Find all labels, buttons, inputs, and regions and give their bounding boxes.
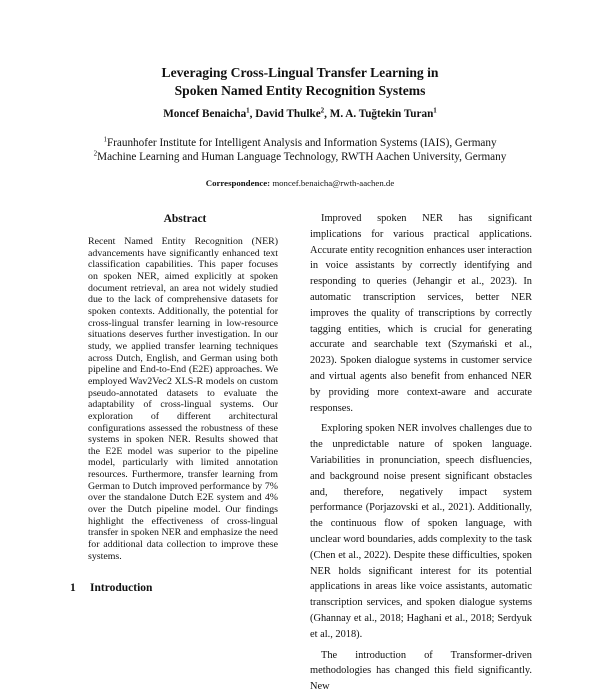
abstract-body [88, 236, 278, 562]
affiliation [0, 137, 600, 149]
correspondence-label: Correspondence: [205, 178, 271, 188]
author-name: David Thulke [255, 108, 321, 120]
paper-title-line-1: Leveraging Cross-Lingual Transfer Learning in [161, 65, 439, 80]
affiliation-text: Machine Learning and Human Language Technology, RWTH Aachen University, Germany [97, 151, 507, 163]
right-column [310, 211, 532, 700]
affiliation-mark: 2 [93, 149, 98, 158]
affiliation [0, 151, 600, 163]
abstract-heading: Abstract [163, 213, 207, 225]
paragraph: Exploring spoken NER involves challenges due to the unpredictable nature of spoken language. Variabilities in pronunciation, speech disfluencies, and background noise present significant obstacles and, therefore, negatively impact system performance (Porjazovski et al., 2021). Additionally, the continuous flow of spoken language, with unclear word boundaries, adds complexity to the task (Chen et al., 2022). Despite these difficulties, spoken NER holds significant interest for its potential applications in areas like voice assistants, automatic transcription services, and spoken dialogue systems (Ghannay et al., 2018; Haghani et al., 2018; Serdyuk et al., 2018). [310, 423, 532, 640]
author-affiliation-mark: 1 [246, 106, 250, 115]
correspondence [0, 178, 600, 188]
paper-title-line-2: Spoken Named Entity Recognition Systems [174, 83, 426, 98]
paragraph: The introduction of Transformer-driven methodologies has changed this field significantly. New [310, 649, 532, 693]
correspondence-email[interactable]: moncef.benaicha@rwth-aachen.de [272, 178, 395, 188]
author-affiliation-mark: 1 [433, 106, 437, 115]
section-heading-introduction [70, 582, 152, 594]
author-name: Moncef Benaicha [163, 108, 247, 120]
affiliation-text: Fraunhofer Institute for Intelligent Analysis and Information Systems (IAIS), Germany [106, 137, 497, 149]
author-affiliation-mark: 2 [320, 106, 325, 115]
paragraph: Improved spoken NER has significant implications for various practical applications. Accurate entity recognition enhances user interaction in voice assistants by correctly identifying and responding to queries (Jehangir et al., 2023). In automatic transcription services, better NER improves the quality of transcriptions by correctly tagging entities, which is crucial for generating accurate and searchable text (Szymański et al., 2023). Spoken dialogue systems in customer service and virtual agents also benefit from enhanced NER by providing more context-aware and accurate responses. [310, 213, 532, 414]
section-title: Introduction [90, 582, 153, 594]
author-list: Moncef Benaicha$^1$, David Thulke$^2$, M. A. Tuğtekin Turan$^1$ [163, 106, 437, 120]
abstract-text: Recent Named Entity Recognition (NER) advancements have significantly enhanced text classification capabilities. This paper focuses on spoken NER, aimed explicitly at spoken document retrieval, an area not widely studied due to the lack of comprehensive datasets for spoken contexts. Additionally, the potential for cross-lingual transfer learning in low-resource situations deserves further investigation. In our study, we applied transfer learning techniques across Dutch, English, and German using both pipeline and End-to-End (E2E) approaches. We employed Wav2Vec2 XLS-R models on custom pseudo-annotated datasets to evaluate the adaptability of cross-lingual systems. Our exploration of different architectural configurations assessed the robustness of these systems in spoken NER. Results showed that the E2E model was superior to the pipeline model, particularly with limited annotation resources. Furthermore, transfer learning from German to Dutch improved performance by 7% over the standalone Dutch E2E system and 4% over the Dutch pipeline model. Our findings highlight the effectiveness of cross-lingual transfer in spoken NER and emphasize the need for additional data collection to improve these systems. [88, 236, 278, 562]
section-number: 1 [70, 582, 76, 594]
author-name: M. A. Tuğtekin Turan [329, 108, 434, 120]
affiliation-mark: 1 [103, 135, 107, 144]
